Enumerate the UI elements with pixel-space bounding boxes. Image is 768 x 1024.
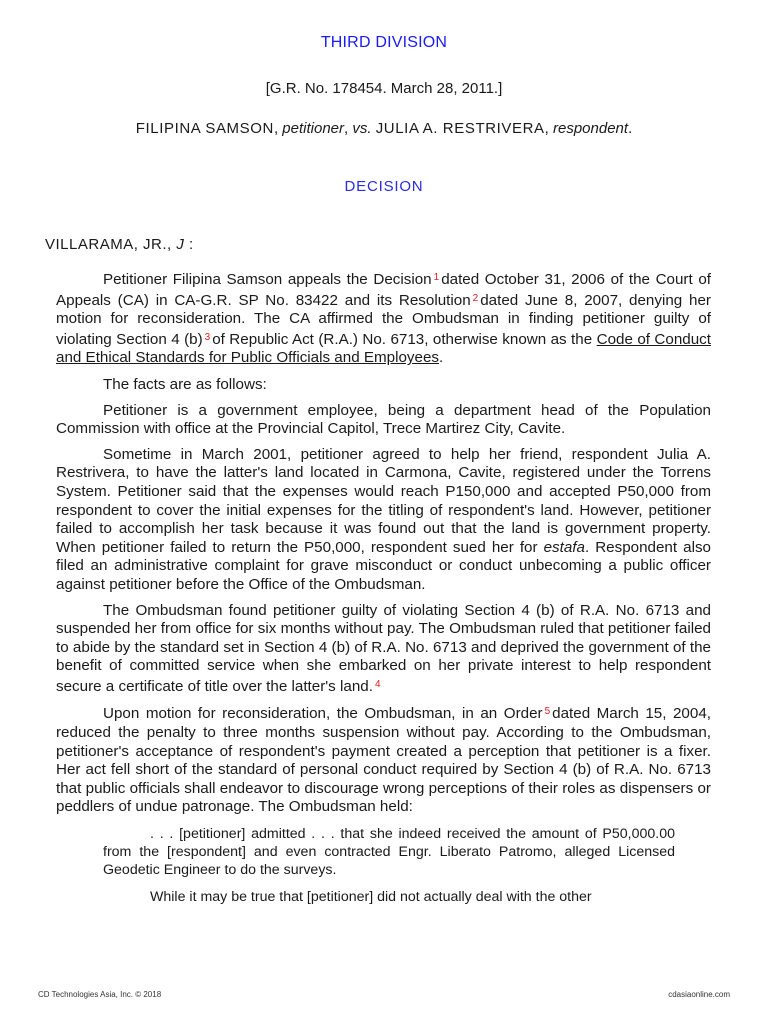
p4-text-a: Sometime in March 2001, petitioner agreed to help her friend, respondent Julia A. Restrivera, to have the latter's land located in Carmona, Cavite, registered under the Torrens System. Petitioner said that the expenses would reach P150,000 and accepted P50,000 from respondent to cover the initial expenses for the titling of respondent's land. However, petitioner failed to accomplish her task because it was found out that the land is government property. When petitioner failed to return the P50,000, respondent sued her for [56, 445, 711, 556]
p1-text-b: dated October 31, 2006 of the Court of Appeals (CA) in CA-G.R. SP No. 83422 and its Resolution [56, 271, 711, 309]
paragraph-1: Petitioner Filipina Samson appeals the Decision $^1$ dated October 31, 2006 of the Court of Appeals (CA) in CA-G.R. SP No. 83422 and its Resolution $^2$ dated June 8, 2007, denying her motion for reconsideration. The CA affirmed the Ombudsman in finding petitioner guilty of violating Section 4 (b) $^3$ of Republic Act (R.A.) No. 6713, otherwise known as the Code of Conduct and Ethical Standards for Public Officials and Employees. [56, 271, 711, 367]
paragraph-6 [56, 703, 711, 817]
paragraph-3: Petitioner is a government employee, being a department head of the Population Commission with office at the Provincial Capitol, Trece Martirez City, Cavite. [56, 401, 711, 438]
footnote-ref-3[interactable]: 3 [204, 331, 211, 343]
p4-text-b: . Respondent also filed an administrative complaint for grave misconduct or conduct unbecoming a public officer against petitioner before the Office of the Ombudsman. [56, 538, 711, 593]
quote-paragraph-2: While it may be true that [petitioner] did not actually deal with the other [150, 889, 592, 906]
footer-copyright: CD Technologies Asia, Inc. © 2018 [38, 990, 162, 999]
respondent-name: JULIA A. RESTRIVERA [375, 120, 545, 137]
quote-paragraph-1: . . . [petitioner] admitted . . . that she indeed received the amount of P50,000.00 from the [respondent] and even contracted Engr. Liberato Patromo, alleged Licensed Geodetic Engineer to do the surveys. [103, 826, 675, 879]
petitioner-name: FILIPINA SAMSON [135, 120, 274, 137]
p6-text-b: dated March 15, 2004, reduced the penalty to three months suspension without pay. According to the Ombudsman, petitioner's acceptance of respondent's payment created a perception that petitioner is a fixer. Her act fell short of the standard of personal conduct required by Section 4 (b) of R.A. No. 6713 that public officials shall endeavor to discourage wrong perceptions of their roles as dispensers or peddlers of undue patronage. The Ombudsman held: [56, 705, 711, 816]
estafa-term: estafa [543, 538, 585, 556]
case-parties: FILIPINA SAMSON, petitioner, vs. JULIA A. RESTRIVERA, respondent. [135, 120, 633, 137]
p5-text: The Ombudsman found petitioner guilty of violating Section 4 (b) of R.A. No. 6713 and suspended her from office for six months without pay. The Ombudsman ruled that petitioner failed to abide by the standard set in Section 4 (b) of R.A. No. 6713 and deprived the government of the benefit of committed service when she embarked on her private interest to help respondent secure a certificate of title over the latter's land. [56, 601, 711, 695]
p6-text-a: Upon motion for reconsideration, the Ombudsman, in an Order [103, 705, 543, 723]
case-number: [G.R. No. 178454. March 28, 2011.] [265, 80, 503, 97]
block-quote [103, 825, 675, 906]
p1-text-a: Petitioner Filipina Samson appeals the Decision [103, 271, 432, 288]
division-heading: THIRD DIVISION [320, 34, 448, 51]
footnote-ref-2[interactable]: 2 [472, 292, 479, 304]
paragraph-5 [56, 602, 711, 697]
footnote-ref-1[interactable]: 1 [433, 272, 440, 283]
p1-text-d: of Republic Act (R.A.) No. 6713, otherwise known as the [212, 330, 593, 348]
decision-heading: DECISION [344, 178, 424, 195]
p1-text-c: dated June 8, 2007, denying her motion for reconsideration. The CA affirmed the Ombudsman in finding petitioner guilty of violating Section 4 (b) [56, 291, 711, 348]
justice-suffix: J [176, 236, 185, 253]
code-of-conduct-link[interactable]: Code of Conduct and Ethical Standards for Public Officials and Employees [56, 330, 711, 367]
decision-body [56, 269, 711, 915]
versus: vs. [352, 120, 372, 137]
paragraph-4 [56, 446, 711, 595]
ponente: VILLARAMA, JR., J : [45, 236, 194, 253]
respondent-role: respondent [553, 120, 629, 137]
footnote-ref-5[interactable]: 5 [544, 706, 551, 718]
footer-site: cdasiaonline.com [668, 990, 730, 999]
paragraph-2: The facts are as follows: [103, 375, 267, 393]
justice-name: VILLARAMA, JR. [45, 236, 168, 253]
petitioner-role: petitioner [282, 120, 345, 137]
footnote-ref-4[interactable]: 4 [374, 678, 381, 690]
